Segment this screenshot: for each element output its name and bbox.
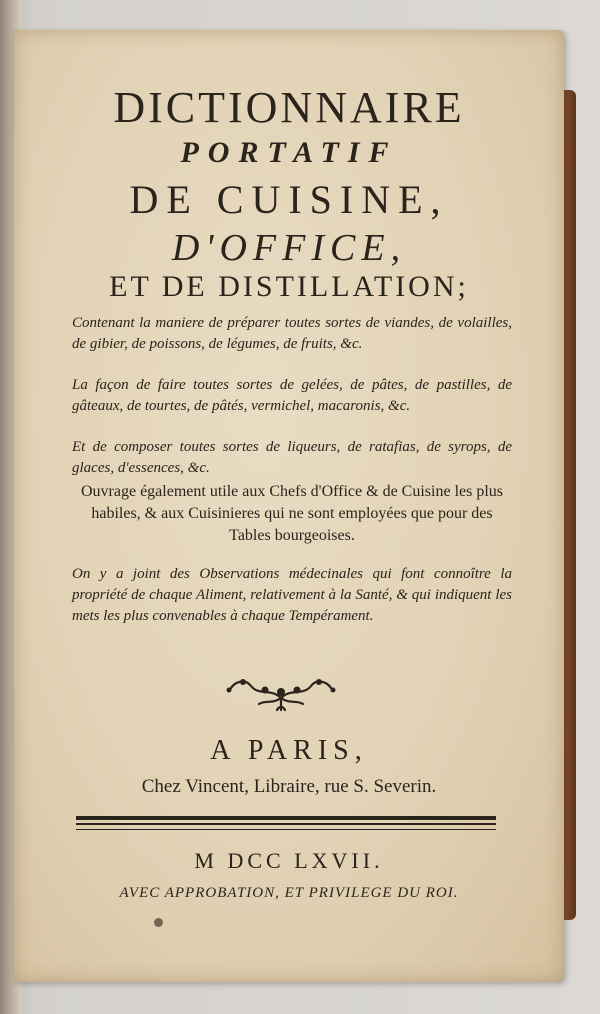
approbation-line: AVEC APPROBATION, ET PRIVILEGE DU ROI. — [119, 885, 459, 901]
double-rule-thick — [76, 816, 496, 820]
title-line-dictionnaire: DICTIONNAIRE — [113, 83, 465, 132]
description-paragraph-5: On y a joint des Observations médecinales qui font connoître la propriété de chaque Aliment, relativement à la Santé, & qui indiquent les mets les plus convenables à chaque Tempérament. — [72, 566, 512, 624]
imprint-publisher: Chez Vincent, Libraire, rue S. Severin. — [141, 776, 437, 797]
description-paragraph-4: Ouvrage également utile aux Chefs d'Office & de Cuisine les plus habiles, & aux Cuisinieres qui ne sont employées que pour des Tables bourgeoises. — [80, 483, 504, 544]
double-rule-thin — [76, 829, 496, 830]
ink-spot — [154, 918, 163, 927]
description-paragraph-1: Contenant la maniere de préparer toutes sortes de viandes, de volailles, de gibier, de poissons, de légumes, de fruits, &c. — [72, 315, 512, 352]
title-line-de-cuisine: DE CUISINE, — [129, 177, 449, 222]
title-page — [14, 30, 564, 982]
title-line-portatif: PORTATIF — [180, 136, 398, 169]
description-paragraph-2: La façon de faire toutes sortes de gelées, de pâtes, de pastilles, de gâteaux, de tourtes, de pâtés, vermichel, macaronis, &c. — [72, 377, 512, 414]
title-line-d-office: D'OFFICE, — [171, 227, 407, 269]
imprint-city: A PARIS, — [210, 735, 368, 766]
fleuron-ornament-icon — [221, 668, 341, 714]
publication-year: M DCC LXVII. — [194, 848, 384, 873]
description-paragraph-3: Et de composer toutes sortes de liqueurs, de ratafias, de syrops, de glaces, d'essences, &c. — [72, 439, 512, 476]
title-line-distillation: ET DE DISTILLATION; — [109, 270, 469, 303]
double-rule-mid — [76, 823, 496, 825]
